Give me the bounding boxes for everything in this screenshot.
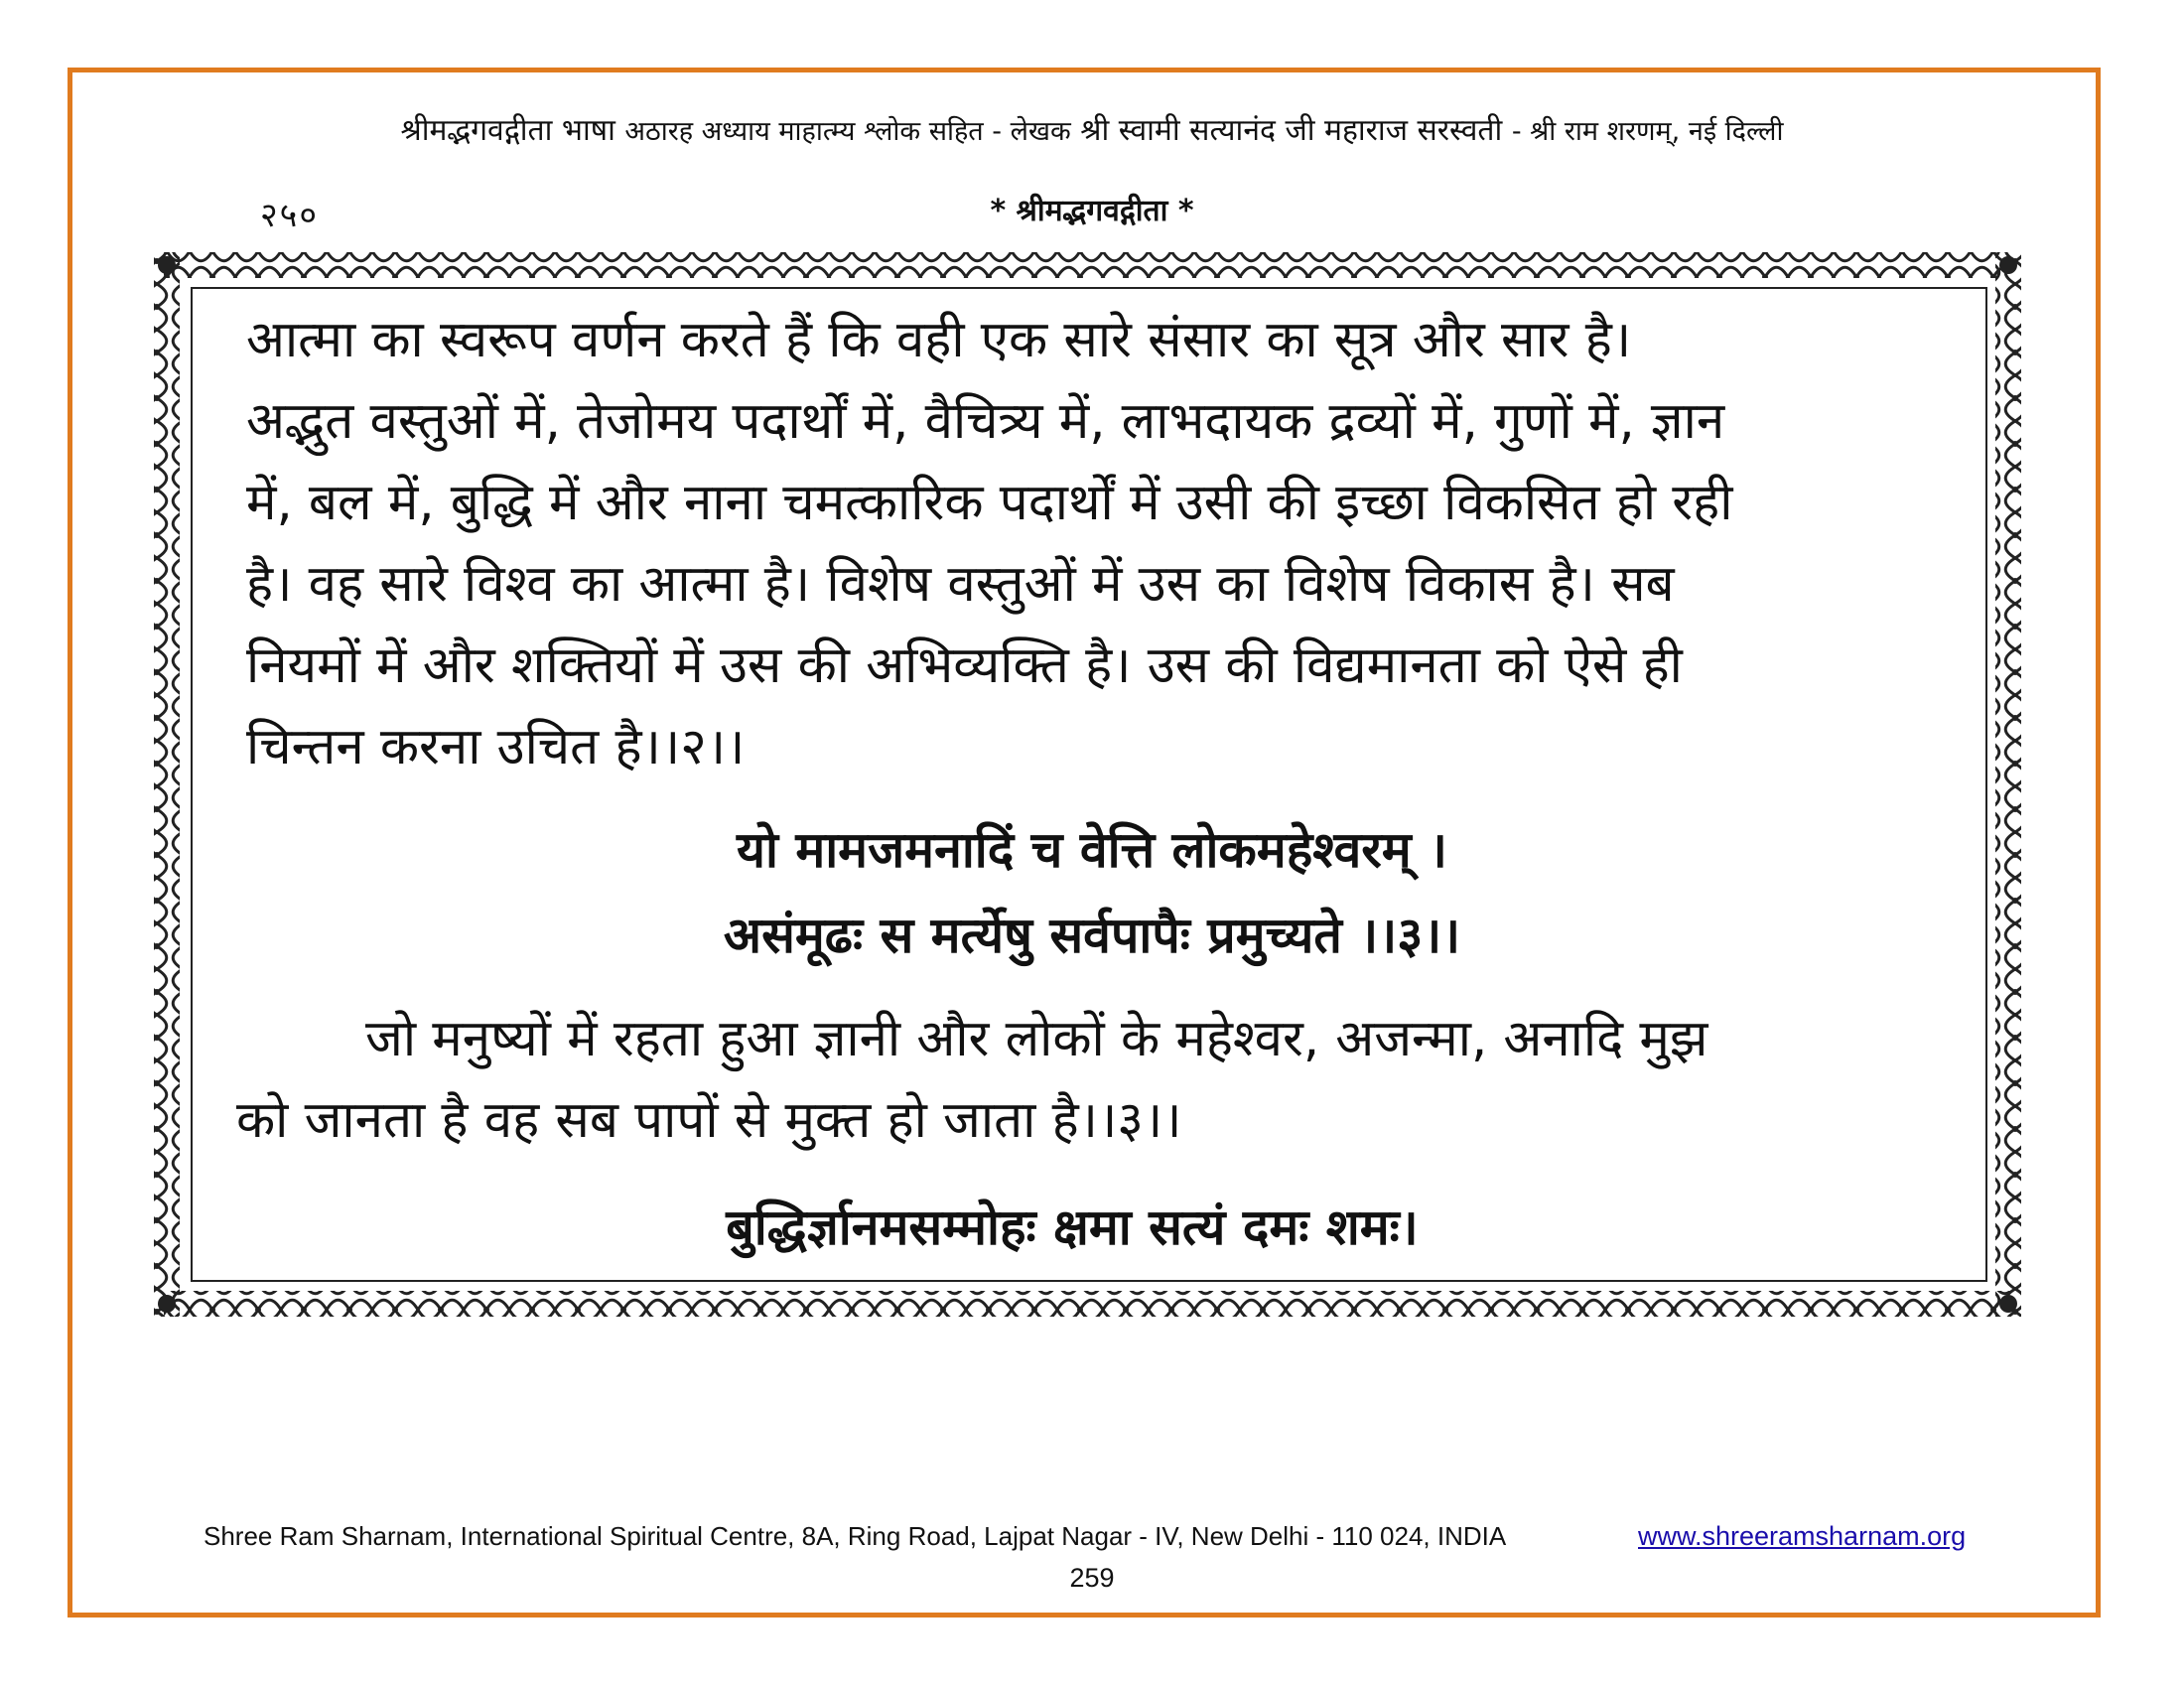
footer-address: Shree Ram Sharnam, International Spiritual Centre, 8A, Ring Road, Lajpat Nagar - IV, New Delhi - 110 024, INDIA bbox=[204, 1521, 1507, 1551]
book-subtitle: अठारह अध्याय माहात्म्य श्लोक सहित - लेखक bbox=[624, 116, 1071, 147]
text-line: आत्मा का स्वरूप वर्णन करते हैं कि वही एक सारे संसार का सूत्र और सार है। bbox=[246, 311, 1632, 369]
text-line: है। वह सारे विश्व का आत्मा है। विशेष वस्तुओं में उस का विशेष विकास है। सब bbox=[246, 555, 1675, 614]
text-line: जो मनुष्यों में रहता हुआ ज्ञानी और लोकों के महेश्वर, अजन्मा, अनादि मुझ bbox=[365, 1010, 1708, 1068]
verse-line: बुद्धिर्ज्ञानमसम्मोहः क्षमा सत्यं दमः शमः। bbox=[726, 1197, 1419, 1256]
sanskrit-verse-3 bbox=[0, 807, 2184, 978]
prose-paragraph-2 bbox=[236, 999, 1944, 1162]
text-line: चिन्तन करना उचित है।।२।। bbox=[246, 718, 746, 776]
scan-page-number: २५० bbox=[260, 196, 320, 235]
text-line: को जानता है वह सब पापों से मुक्त हो जाता है।।३।। bbox=[236, 1091, 1182, 1150]
book-title: श्रीमद्भगवद्गीता भाषा bbox=[400, 113, 615, 148]
verse-line: असंमूढः स मर्त्येषु सर्वपापैः प्रमुच्यते ।।३।। bbox=[723, 906, 1461, 964]
running-title: * श्रीमद्भगवद्गीता * bbox=[990, 194, 1194, 228]
text-line: अद्भुत वस्तुओं में, तेजोमय पदार्थों में, वैचित्र्य में, लाभदायक द्रव्यों में, गुणों में, ज्ञान bbox=[246, 392, 1725, 451]
prose-paragraph-1 bbox=[246, 300, 1954, 788]
page-header bbox=[0, 111, 2184, 152]
page-number: 259 bbox=[1069, 1563, 1115, 1593]
author-name: श्री स्वामी सत्यानंद जी महाराज सरस्वती bbox=[1080, 113, 1503, 148]
website-link[interactable]: www.shreeramsharnam.org bbox=[1638, 1521, 1967, 1551]
sanskrit-verse-4 bbox=[0, 1185, 2164, 1270]
text-line: नियमों में और शक्तियों में उस की अभिव्यक्ति है। उस की विद्यमानता को ऐसे ही bbox=[246, 636, 1683, 695]
publisher-name: - श्री राम शरणम्, नई दिल्ली bbox=[1511, 116, 1784, 147]
text-line: में, बल में, बुद्धि में और नाना चमत्कारिक पदार्थों में उसी की इच्छा विकसित हो रही bbox=[246, 474, 1733, 532]
verse-line: यो मामजमनादिं च वेत्ति लोकमहेश्वरम् । bbox=[736, 820, 1448, 879]
